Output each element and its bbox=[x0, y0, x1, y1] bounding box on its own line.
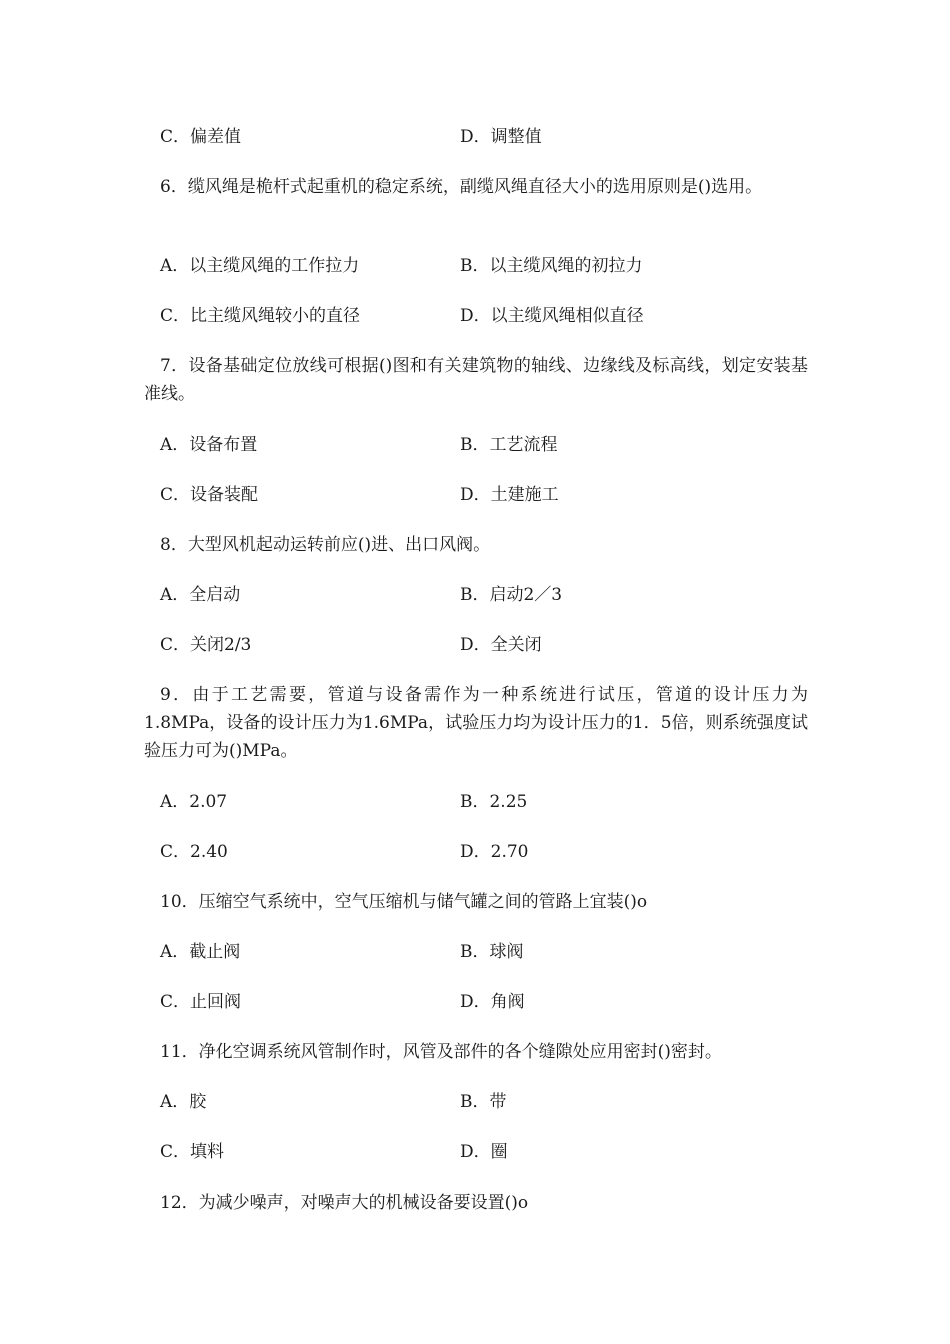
question-7: 7．设备基础定位放线可根据()图和有关建筑物的轴线、边缘线及标高线，划定安装基准线。 bbox=[144, 356, 808, 404]
option-a-q9: A．2.07 bbox=[160, 792, 228, 812]
option-a-q11: A．胶 bbox=[160, 1092, 207, 1112]
option-c-q8: C．关闭2/3 bbox=[160, 635, 252, 655]
option-d-q8: D．全关闭 bbox=[460, 635, 542, 655]
option-c-q6: C．比主缆风绳较小的直径 bbox=[160, 306, 361, 326]
question-10: 10．压缩空气系统中，空气压缩机与储气罐之间的管路上宜装()o bbox=[160, 892, 648, 912]
question-6: 6．缆风绳是桅杆式起重机的稳定系统，副缆风绳直径大小的选用原则是()选用。 bbox=[160, 177, 763, 197]
option-b-q11: B．带 bbox=[460, 1092, 507, 1112]
option-a-q6: A．以主缆风绳的工作拉力 bbox=[160, 256, 360, 276]
question-9: 9．由于工艺需要，管道与设备需作为一种系统进行试压，管道的设计压力为1.8MPa，设备的设计压力为1.6MPa，试验压力均为设计压力的1．5倍，则系统强度试验压力可为()MPa。 bbox=[144, 685, 808, 761]
option-b-q7: B．工艺流程 bbox=[460, 435, 558, 455]
question-12: 12．为减少噪声，对噪声大的机械设备要设置()o bbox=[160, 1193, 529, 1213]
option-a-q10: A．截止阀 bbox=[160, 942, 241, 962]
option-d-q7: D．土建施工 bbox=[460, 485, 559, 505]
option-b-q9: B．2.25 bbox=[460, 792, 528, 812]
option-b-q6: B．以主缆风绳的初拉力 bbox=[460, 256, 643, 276]
option-c-q11: C．填料 bbox=[160, 1142, 225, 1162]
option-c-q10: C．止回阀 bbox=[160, 992, 242, 1012]
option-d-q9: D．2.70 bbox=[460, 842, 529, 862]
option-d-q6: D．以主缆风绳相似直径 bbox=[460, 306, 644, 326]
option-d-q5: D．调整值 bbox=[460, 127, 542, 147]
option-a-q7: A．设备布置 bbox=[160, 435, 258, 455]
option-c-q7: C．设备装配 bbox=[160, 485, 259, 505]
option-c-q9: C．2.40 bbox=[160, 842, 228, 862]
option-b-q8: B．启动2／3 bbox=[460, 585, 563, 605]
option-d-q11: D．圈 bbox=[460, 1142, 508, 1162]
option-a-q8: A．全启动 bbox=[160, 585, 241, 605]
option-d-q10: D．角阀 bbox=[460, 992, 525, 1012]
option-c-q5: C．偏差值 bbox=[160, 127, 242, 147]
option-b-q10: B．球阀 bbox=[460, 942, 524, 962]
question-8: 8．大型风机起动运转前应()进、出口风阀。 bbox=[160, 535, 491, 555]
question-11: 11．净化空调系统风管制作时，风管及部件的各个缝隙处应用密封()密封。 bbox=[160, 1042, 722, 1062]
